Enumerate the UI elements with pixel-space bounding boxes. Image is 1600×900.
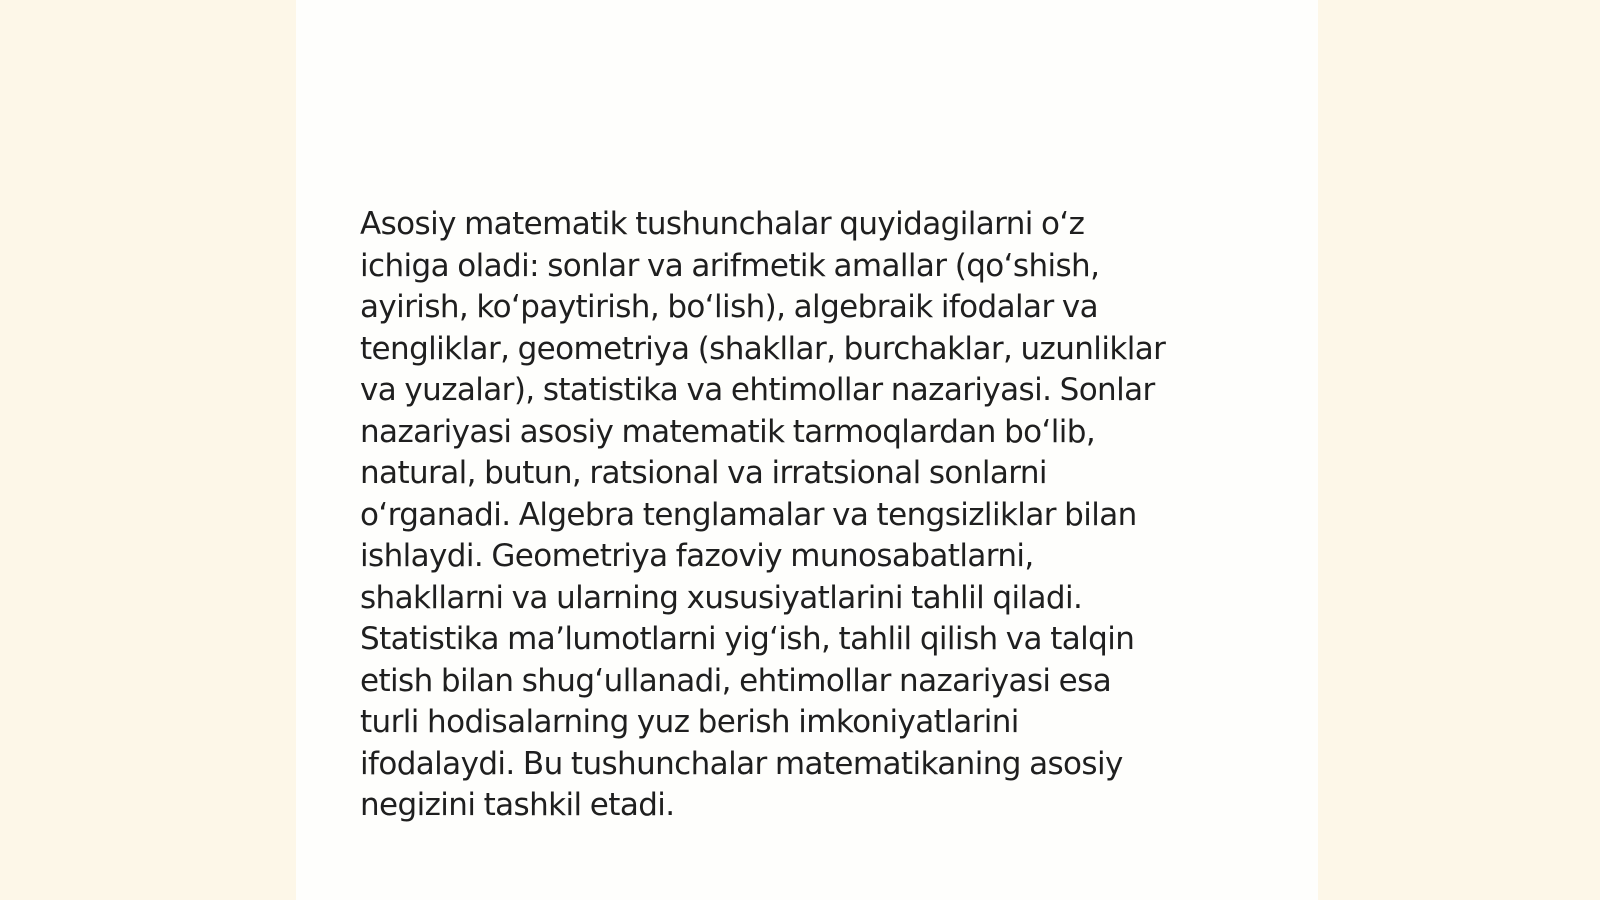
paragraph-line: nazariyasi asosiy matematik tarmoqlardan bo‘lib, [360, 413, 1096, 450]
paragraph-line: ayirish, ko‘paytirish, bo‘lish), algebraik ifodalar va [360, 289, 1098, 325]
paragraph-line: negizini tashkil etadi. [360, 787, 675, 823]
paragraph-line: etish bilan shug‘ullanadi, ehtimollar nazariyasi esa [360, 662, 1112, 699]
paragraph-line: o‘rganadi. Algebra tenglamalar va tengsizliklar bilan [360, 496, 1137, 533]
paragraph-line: turli hodisalarning yuz berish imkoniyatlarini [360, 704, 1019, 740]
paragraph-line: ifodalaydi. Bu tushunchalar matematikaning asosiy [360, 745, 1123, 782]
body-paragraph [360, 204, 1240, 827]
paragraph-line: Statistika ma’lumotlarni yig‘ish, tahlil qilish va talqin [360, 621, 1135, 657]
paragraph-line: tengliklar, geometriya (shakllar, burchaklar, uzunliklar [360, 330, 1166, 367]
paragraph-line: Asosiy matematik tushunchalar quyidagilarni o‘z [360, 206, 1085, 242]
slide-page [296, 0, 1318, 900]
paragraph-line: ishlaydi. Geometriya fazoviy munosabatlarni, [360, 538, 1034, 574]
paragraph-line: natural, butun, ratsional va irratsional sonlarni [360, 455, 1047, 491]
paragraph-line: ichiga oladi: sonlar va arifmetik amallar (qo‘shish, [360, 247, 1100, 284]
paragraph-line: shakllarni va ularning xususiyatlarini tahlil qiladi. [360, 579, 1083, 616]
paragraph-line: va yuzalar), statistika va ehtimollar nazariyasi. Sonlar [360, 372, 1155, 408]
